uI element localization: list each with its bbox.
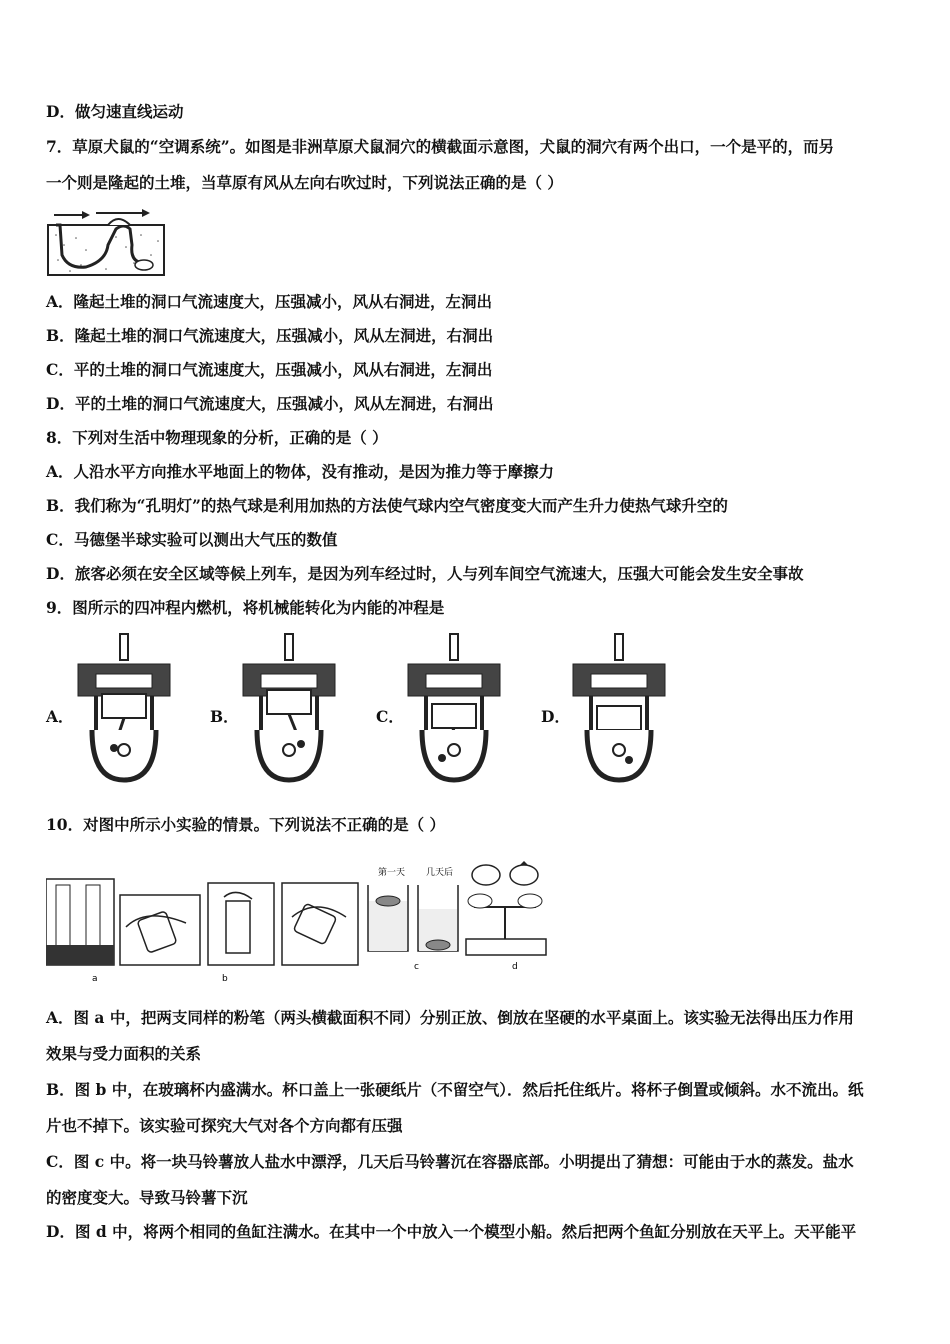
q7-stem-line1: 7．草原犬鼠的“空调系统”。如图是非洲草原犬鼠洞穴的横截面示意图，犬鼠的洞穴有两个出口，一个是平的，而另 [46,137,835,156]
q7-option-a: A．隆起土堆的洞口气流速度大，压强减小，风从右洞进，左洞出 [46,292,493,311]
fig-label-day1: 第一天 [378,868,406,878]
q10-option-d-line1: D．图 d 中，将两个相同的鱼缸注满水。在其中一个中放入一个模型小船。然后把两个鱼缸分别放在天平上。天平能平 [46,1222,857,1241]
q8-option-a: A．人沿水平方向推水平地面上的物体，没有推动，是因为推力等于摩擦力 [46,462,555,481]
fig-label-days-later: 几天后 [426,868,454,878]
q8-option-c: C．马德堡半球实验可以测出大气压的数值 [46,530,338,549]
q9-stem: 9．图所示的四冲程内燃机，将机械能转化为内能的冲程是 [46,598,445,617]
q6-option-d: D．做匀速直线运动 [46,102,184,121]
q9-label-a: A． [46,707,74,726]
q9-label-d: D． [541,707,570,726]
fig-label-d: d [512,962,518,972]
q7-option-c: C．平的土堆的洞口气流速度大，压强减小，风从右洞进，左洞出 [46,360,493,379]
q10-option-c-line1: C．图 c 中。将一块马铃薯放人盐水中漂浮，几天后马铃薯沉在容器底部。小明提出了猜想：可能由于水的蒸发。盐水 [46,1152,854,1171]
q10-experiments-figure [46,857,551,987]
q10-option-a-line1: A．图 a 中，把两支同样的粉笔（两头横截面积不同）分别正放、倒放在坚硬的水平桌面上。该实验无法得出压力作用 [46,1008,854,1027]
engine-figure-a [74,630,174,785]
q10-option-b-line2: 片也不掉下。该实验可探究大气对各个方向都有压强 [46,1116,403,1135]
engine-figure-d [569,630,669,785]
fig-label-a: a [92,974,98,984]
q8-option-b: B．我们称为“孔明灯”的热气球是利用加热的方法使气球内空气密度变大而产生升力使热气球升空的 [46,496,728,515]
engine-figure-c [404,630,504,785]
fig-label-b: b [222,974,228,984]
q10-option-c-line2: 的密度变大。导致马铃薯下沉 [46,1188,248,1207]
q10-option-b-line1: B．图 b 中，在玻璃杯内盛满水。杯口盖上一张硬纸片（不留空气）．然后托住纸片。将杯子倒置或倾斜。水不流出。纸 [46,1080,864,1099]
q8-stem: 8．下列对生活中物理现象的分析，正确的是（ ） [46,428,388,447]
q7-burrow-figure [46,205,166,277]
q9-label-c: C． [376,707,404,726]
q7-option-d: D．平的土堆的洞口气流速度大，压强减小，风从左洞进，右洞出 [46,394,494,413]
q9-label-b: B． [210,707,239,726]
engine-figure-b [239,630,339,785]
q10-option-a-line2: 效果与受力面积的关系 [46,1044,202,1063]
q8-option-d: D．旅客必须在安全区域等候上列车，是因为列车经过时，人与列车间空气流速大，压强大可能会发生安全事故 [46,564,804,583]
fig-label-c: c [414,962,419,972]
q7-option-b: B．隆起土堆的洞口气流速度大，压强减小，风从左洞进，右洞出 [46,326,494,345]
q7-stem-line2: 一个则是隆起的土堆，当草原有风从左向右吹过时，下列说法正确的是（ ） [46,173,563,192]
q10-stem: 10．对图中所示小实验的情景。下列说法不正确的是（ ） [46,815,445,834]
